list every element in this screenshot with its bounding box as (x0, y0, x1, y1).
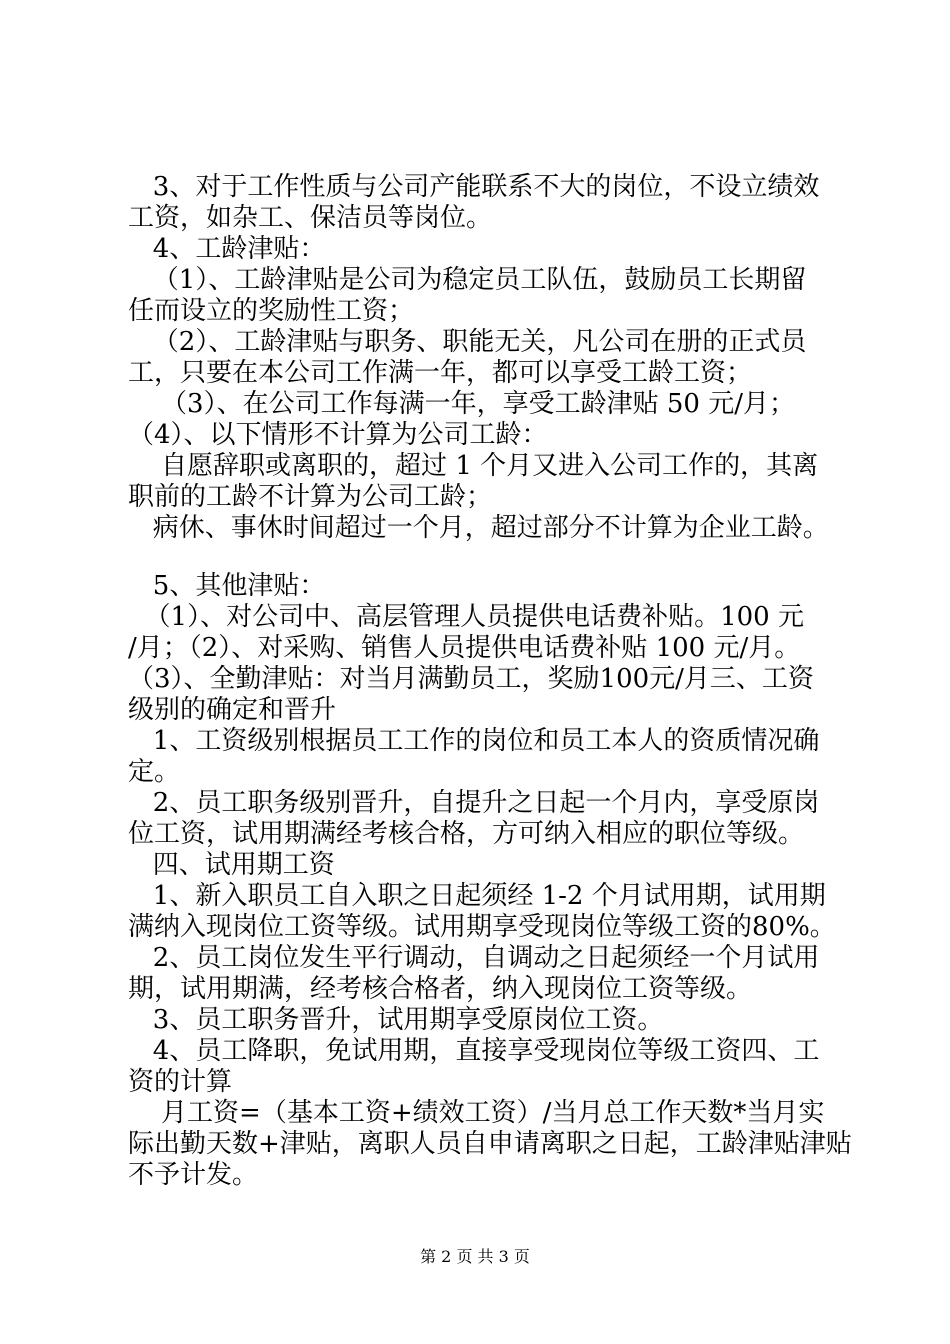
text-line: （2）、工龄津贴与职务、职能无关，凡公司在册的正式员 (128, 327, 807, 357)
text-line: （4）、以下情形不计算为公司工龄： (128, 420, 548, 450)
text-line: 自愿辞职或离职的，超过 1 个月又进入公司工作的，其离 (128, 451, 819, 481)
text-line: 2、员工岗位发生平行调动，自调动之日起须经一个月试用 (128, 943, 820, 973)
text-line: 位工资，试用期满经考核合格，方可纳入相应的职位等级。 (128, 819, 805, 849)
text-line: 1、工资级别根据员工工作的岗位和员工本人的资质情况确 (128, 726, 820, 756)
text-line: 4、工龄津贴： (128, 234, 326, 264)
text-line: 1、新入职员工自入职之日起须经 1-2 个月试用期，试用期 (128, 881, 826, 911)
text-line: 5、其他津贴： (128, 571, 326, 601)
text-line: 际出勤天数+津贴，离职人员自申请离职之日起，工龄津贴津贴 (128, 1129, 852, 1159)
text-line: 工资，如杂工、保洁员等岗位。 (128, 203, 493, 233)
text-line: 任而设立的奖励性工资； (128, 296, 415, 326)
text-line: （3）、在公司工作每满一年，享受工龄津贴 50 元/月； (128, 389, 795, 419)
text-line: 3、对于工作性质与公司产能联系不大的岗位，不设立绩效 (128, 172, 820, 202)
page-footer: 第 2 页 共 3 页 (420, 1247, 530, 1266)
text-line: 资的计算 (128, 1067, 233, 1097)
text-line: 满纳入现岗位工资等级。试用期享受现岗位等级工资的80%。 (128, 912, 836, 942)
text-line: （1）、对公司中、高层管理人员提供电话费补贴。100 元 (128, 602, 804, 632)
text-line: 职前的工龄不计算为公司工龄； (128, 482, 493, 512)
text-line: 不予计发。 (128, 1160, 259, 1190)
text-line: 病休、事休时间超过一个月，超过部分不计算为企业工龄。 (128, 513, 829, 543)
text-line: 月工资=（基本工资+绩效工资）/当月总工作天数*当月实 (128, 1098, 825, 1128)
text-line: 级别的确定和晋升 (128, 695, 337, 725)
text-line: 工，只要在本公司工作满一年，都可以享受工龄工资； (128, 358, 753, 388)
text-line: （3）、全勤津贴：对当月满勤员工，奖励100元/月三、工资 (128, 664, 814, 694)
text-line: 期，试用期满，经考核合格者，纳入现岗位工资等级。 (128, 974, 753, 1004)
text-line: 3、员工职务晋升，试用期享受原岗位工资。 (128, 1005, 664, 1035)
document-body (128, 172, 888, 1191)
text-line: 定。 (128, 757, 181, 787)
paragraph-gap (128, 544, 888, 571)
text-line: 2、员工职务级别晋升，自提升之日起一个月内，享受原岗 (128, 788, 820, 818)
text-line: 四、试用期工资 (128, 850, 335, 880)
text-line: 4、员工降职，免试用期，直接享受现岗位等级工资四、工 (128, 1036, 820, 1066)
text-line: （1）、工龄津贴是公司为稳定员工队伍，鼓励员工长期留 (128, 265, 807, 295)
text-line: /月；（2）、对采购、销售人员提供电话费补贴 100 元/月。 (128, 633, 801, 663)
